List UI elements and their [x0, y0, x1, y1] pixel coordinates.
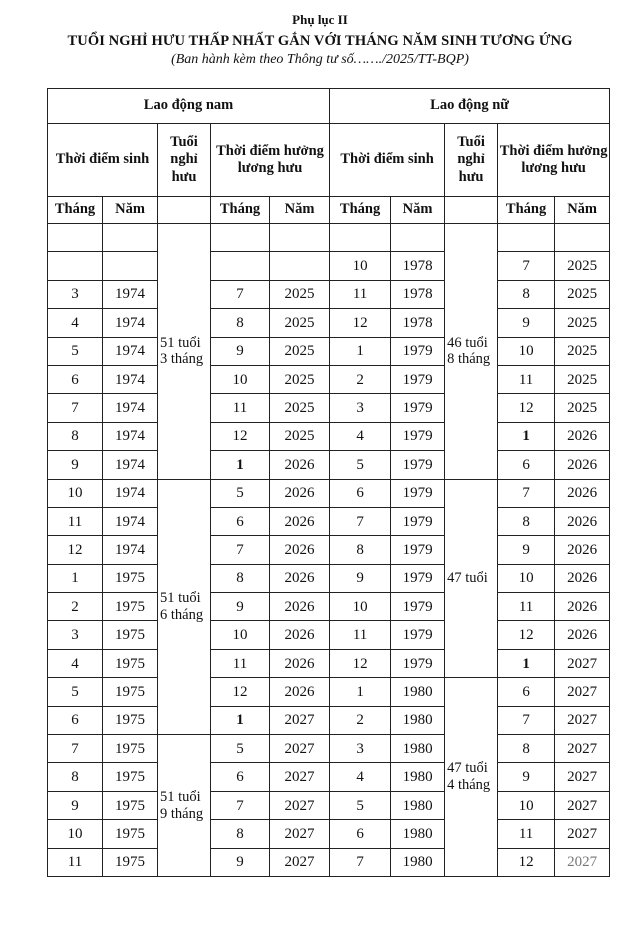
- female-birth-year-cell: 1979: [391, 564, 445, 592]
- male-birth-year-cell: 1975: [103, 848, 158, 876]
- male-birth-month-cell: 5: [48, 678, 103, 706]
- female-birth-year-cell: 1980: [391, 763, 445, 791]
- female-birth-month-cell: 4: [330, 763, 391, 791]
- male-birth-month-cell: 3: [48, 621, 103, 649]
- male-pension-month-cell: 11: [211, 649, 270, 677]
- female-pension-year-cell: 2025: [555, 337, 610, 365]
- female-pension-month-cell: [498, 224, 555, 252]
- female-pension-month-cell: 8: [498, 507, 555, 535]
- table-row: [48, 507, 610, 535]
- appendix-label: Phụ lục II: [292, 12, 348, 27]
- female-pension-year-cell: 2027: [555, 735, 610, 763]
- female-birth-month-cell: 12: [330, 309, 391, 337]
- table-row: [48, 224, 610, 252]
- female-birth-year-cell: 1979: [391, 536, 445, 564]
- male-birth-year-cell: 1974: [103, 479, 158, 507]
- female-birth-month-cell: 1: [330, 678, 391, 706]
- female-birth-month-cell: 7: [330, 507, 391, 535]
- table-row: [48, 479, 610, 507]
- female-retire-age-cell: 47 tuổi 4 tháng: [445, 678, 498, 877]
- male-pension-month-cell: 6: [211, 507, 270, 535]
- male-birth-month-header: Tháng: [48, 197, 103, 224]
- male-pension-year-cell: 2027: [270, 706, 330, 734]
- male-birth-month-cell: 6: [48, 706, 103, 734]
- table-row: [48, 848, 610, 876]
- female-pension-year-cell: 2027: [555, 763, 610, 791]
- female-pension-year-cell: 2025: [555, 309, 610, 337]
- male-birth-year-cell: 1975: [103, 706, 158, 734]
- female-birth-year-cell: 1979: [391, 593, 445, 621]
- male-pension-year-cell: 2026: [270, 593, 330, 621]
- female-birth-month-cell: 3: [330, 394, 391, 422]
- table-row: [48, 394, 610, 422]
- male-birth-year-cell: 1975: [103, 791, 158, 819]
- male-birth-month-cell: 8: [48, 763, 103, 791]
- female-pension-time-header: Thời điểm hưởng lương hưu: [498, 124, 610, 197]
- male-pension-month-cell: 8: [211, 564, 270, 592]
- female-birth-year-cell: 1978: [391, 280, 445, 308]
- female-birth-month-cell: 8: [330, 536, 391, 564]
- table-row: [48, 365, 610, 393]
- male-pension-month-cell: 10: [211, 621, 270, 649]
- female-birth-year-cell: 1979: [391, 507, 445, 535]
- female-birth-year-cell: 1979: [391, 649, 445, 677]
- male-birth-month-cell: 3: [48, 280, 103, 308]
- female-birth-month-cell: 5: [330, 791, 391, 819]
- male-pension-month-cell: 1: [211, 706, 270, 734]
- female-pension-year-cell: 2026: [555, 451, 610, 479]
- female-birth-year-cell: 1978: [391, 252, 445, 280]
- male-pension-year-cell: 2027: [270, 820, 330, 848]
- table-row: [48, 564, 610, 592]
- female-pension-month-cell: 12: [498, 621, 555, 649]
- female-pension-month-cell: 1: [498, 649, 555, 677]
- male-pension-time-header: Thời điểm hưởng lương hưu: [211, 124, 330, 197]
- female-retire-age-cell: 47 tuổi: [445, 479, 498, 678]
- male-birth-year-cell: 1975: [103, 621, 158, 649]
- male-pension-month-cell: [211, 252, 270, 280]
- table-row: [48, 706, 610, 734]
- male-birth-year-cell: 1975: [103, 735, 158, 763]
- female-pension-month-cell: 10: [498, 791, 555, 819]
- male-pension-year-cell: 2026: [270, 479, 330, 507]
- female-pension-month-cell: 9: [498, 309, 555, 337]
- male-birth-month-cell: [48, 252, 103, 280]
- female-pension-month-cell: 10: [498, 337, 555, 365]
- female-pension-month-cell: 11: [498, 593, 555, 621]
- female-pension-year-cell: 2026: [555, 593, 610, 621]
- female-pension-month-cell: 7: [498, 706, 555, 734]
- male-birth-year-cell: [103, 252, 158, 280]
- male-birth-month-cell: 2: [48, 593, 103, 621]
- female-pension-month-cell: 12: [498, 848, 555, 876]
- male-pension-year-cell: 2025: [270, 280, 330, 308]
- female-retire-age-header: Tuổi nghỉ hưu: [445, 124, 498, 197]
- female-birth-month-header: Tháng: [330, 197, 391, 224]
- male-pension-year-cell: 2026: [270, 621, 330, 649]
- male-pension-month-cell: 8: [211, 820, 270, 848]
- female-pension-year-cell: 2027: [555, 649, 610, 677]
- table-row: [48, 451, 610, 479]
- female-pension-month-cell: 11: [498, 365, 555, 393]
- table-row: [48, 678, 610, 706]
- female-pension-year-cell: 2025: [555, 394, 610, 422]
- female-pension-month-cell: 1: [498, 422, 555, 450]
- female-pension-year-cell: 2026: [555, 507, 610, 535]
- male-birth-year-cell: 1974: [103, 394, 158, 422]
- male-pension-month-cell: 1: [211, 451, 270, 479]
- male-birth-month-cell: 9: [48, 451, 103, 479]
- female-pension-year-cell: 2026: [555, 536, 610, 564]
- table-row: [48, 649, 610, 677]
- male-birth-year-cell: 1975: [103, 820, 158, 848]
- male-pension-year-cell: 2026: [270, 564, 330, 592]
- male-pension-year-cell: 2027: [270, 848, 330, 876]
- female-pension-year-cell: 2025: [555, 365, 610, 393]
- female-pension-year-cell: 2027: [555, 820, 610, 848]
- male-birth-month-cell: 6: [48, 365, 103, 393]
- female-birth-year-cell: 1980: [391, 848, 445, 876]
- male-pension-year-cell: [270, 224, 330, 252]
- female-birth-year-cell: 1978: [391, 309, 445, 337]
- male-retire-age-cell: 51 tuổi 6 tháng: [158, 479, 211, 735]
- female-pension-month-cell: 8: [498, 280, 555, 308]
- female-pension-month-cell: 7: [498, 252, 555, 280]
- male-birth-month-cell: 8: [48, 422, 103, 450]
- male-pension-month-cell: 12: [211, 422, 270, 450]
- male-pension-month-cell: 7: [211, 791, 270, 819]
- male-pension-year-cell: 2026: [270, 678, 330, 706]
- female-birth-year-cell: 1979: [391, 365, 445, 393]
- male-pension-month-cell: 9: [211, 337, 270, 365]
- table-row: [48, 763, 610, 791]
- female-birth-year-cell: 1980: [391, 706, 445, 734]
- male-birth-month-cell: 7: [48, 735, 103, 763]
- female-birth-month-cell: 5: [330, 451, 391, 479]
- male-pension-month-header: Tháng: [211, 197, 270, 224]
- male-pension-month-cell: 10: [211, 365, 270, 393]
- male-birth-month-cell: 9: [48, 791, 103, 819]
- male-pension-month-cell: 7: [211, 280, 270, 308]
- female-birth-month-cell: 7: [330, 848, 391, 876]
- female-birth-year-cell: 1980: [391, 678, 445, 706]
- male-birth-month-cell: 10: [48, 820, 103, 848]
- male-birth-year-cell: 1975: [103, 649, 158, 677]
- male-birth-month-cell: [48, 224, 103, 252]
- male-retire-age-cell: 51 tuổi 3 tháng: [158, 224, 211, 480]
- table-row: [48, 820, 610, 848]
- male-pension-year-cell: 2025: [270, 394, 330, 422]
- male-pension-year-cell: 2026: [270, 649, 330, 677]
- male-birth-month-cell: 12: [48, 536, 103, 564]
- male-birth-year-cell: 1975: [103, 593, 158, 621]
- male-pension-year-cell: 2025: [270, 309, 330, 337]
- male-pension-year-cell: 2025: [270, 422, 330, 450]
- female-pension-month-cell: 11: [498, 820, 555, 848]
- female-birth-year-cell: 1979: [391, 394, 445, 422]
- female-pension-year-cell: [555, 224, 610, 252]
- male-pension-month-cell: 9: [211, 848, 270, 876]
- male-pension-year-cell: 2027: [270, 763, 330, 791]
- male-pension-year-cell: [270, 252, 330, 280]
- male-retire-age-cell: 51 tuổi 9 tháng: [158, 735, 211, 877]
- female-group-header: Lao động nữ: [330, 89, 610, 124]
- female-birth-month-cell: 12: [330, 649, 391, 677]
- table-body: [48, 224, 610, 877]
- male-group-header: Lao động nam: [48, 89, 330, 124]
- male-birth-month-cell: 11: [48, 848, 103, 876]
- female-pension-year-cell: 2026: [555, 564, 610, 592]
- male-birth-time-header: Thời điểm sinh: [48, 124, 158, 197]
- male-birth-month-cell: 10: [48, 479, 103, 507]
- male-pension-year-cell: 2025: [270, 337, 330, 365]
- table-row: [48, 593, 610, 621]
- male-birth-month-cell: 4: [48, 309, 103, 337]
- male-pension-month-cell: 8: [211, 309, 270, 337]
- male-pension-year-cell: 2026: [270, 507, 330, 535]
- female-pension-month-header: Tháng: [498, 197, 555, 224]
- female-birth-year-cell: 1979: [391, 479, 445, 507]
- male-birth-year-cell: 1974: [103, 280, 158, 308]
- male-birth-month-cell: 7: [48, 394, 103, 422]
- male-pension-month-cell: 6: [211, 763, 270, 791]
- female-birth-month-cell: 11: [330, 280, 391, 308]
- female-age-subheader: [445, 197, 498, 224]
- female-birth-month-cell: 10: [330, 252, 391, 280]
- male-birth-year-cell: 1975: [103, 564, 158, 592]
- female-pension-year-header: Năm: [555, 197, 610, 224]
- female-pension-month-cell: 6: [498, 451, 555, 479]
- male-birth-year-cell: 1974: [103, 451, 158, 479]
- female-pension-year-cell: 2027: [555, 706, 610, 734]
- female-birth-month-cell: 3: [330, 735, 391, 763]
- female-pension-month-cell: 9: [498, 763, 555, 791]
- female-pension-month-cell: 8: [498, 735, 555, 763]
- female-pension-month-cell: 9: [498, 536, 555, 564]
- female-birth-month-cell: 10: [330, 593, 391, 621]
- male-birth-month-cell: 1: [48, 564, 103, 592]
- male-retire-age-header: Tuổi nghỉ hưu: [158, 124, 211, 197]
- female-pension-month-cell: 7: [498, 479, 555, 507]
- male-birth-year-header: Năm: [103, 197, 158, 224]
- female-birth-year-cell: 1979: [391, 422, 445, 450]
- male-pension-month-cell: 5: [211, 735, 270, 763]
- male-pension-year-cell: 2025: [270, 365, 330, 393]
- table-row: [48, 536, 610, 564]
- male-pension-year-cell: 2027: [270, 791, 330, 819]
- male-birth-year-cell: 1974: [103, 365, 158, 393]
- female-pension-year-cell: 2025: [555, 280, 610, 308]
- female-birth-year-cell: 1980: [391, 820, 445, 848]
- male-pension-year-header: Năm: [270, 197, 330, 224]
- male-pension-month-cell: 9: [211, 593, 270, 621]
- female-pension-year-cell: 2026: [555, 422, 610, 450]
- female-birth-year-header: Năm: [391, 197, 445, 224]
- male-birth-month-cell: 5: [48, 337, 103, 365]
- table-row: [48, 252, 610, 280]
- male-age-subheader: [158, 197, 211, 224]
- female-pension-month-cell: 10: [498, 564, 555, 592]
- retirement-age-table: [47, 88, 610, 877]
- female-pension-year-cell: 2027: [555, 848, 610, 876]
- female-birth-month-cell: [330, 224, 391, 252]
- table-row: [48, 280, 610, 308]
- table-row: [48, 309, 610, 337]
- female-pension-year-cell: 2027: [555, 678, 610, 706]
- female-birth-month-cell: 11: [330, 621, 391, 649]
- male-birth-year-cell: 1974: [103, 309, 158, 337]
- male-pension-year-cell: 2027: [270, 735, 330, 763]
- male-birth-year-cell: 1975: [103, 678, 158, 706]
- table-row: [48, 735, 610, 763]
- male-pension-month-cell: 11: [211, 394, 270, 422]
- male-pension-month-cell: [211, 224, 270, 252]
- table-row: [48, 337, 610, 365]
- male-pension-month-cell: 12: [211, 678, 270, 706]
- female-birth-month-cell: 4: [330, 422, 391, 450]
- table-row: [48, 621, 610, 649]
- male-birth-year-cell: 1974: [103, 507, 158, 535]
- male-pension-year-cell: 2026: [270, 536, 330, 564]
- female-birth-month-cell: 9: [330, 564, 391, 592]
- female-pension-year-cell: 2026: [555, 621, 610, 649]
- male-birth-year-cell: 1975: [103, 763, 158, 791]
- table-row: [48, 791, 610, 819]
- male-birth-year-cell: [103, 224, 158, 252]
- male-pension-month-cell: 5: [211, 479, 270, 507]
- male-birth-year-cell: 1974: [103, 422, 158, 450]
- female-birth-year-cell: 1979: [391, 621, 445, 649]
- female-birth-month-cell: 6: [330, 479, 391, 507]
- female-pension-month-cell: 6: [498, 678, 555, 706]
- document-title: TUỔI NGHỈ HƯU THẤP NHẤT GẮN VỚI THÁNG NĂM SINH TƯƠNG ỨNG: [67, 33, 573, 49]
- female-pension-month-cell: 12: [498, 394, 555, 422]
- male-birth-month-cell: 4: [48, 649, 103, 677]
- female-pension-year-cell: 2026: [555, 479, 610, 507]
- male-birth-year-cell: 1974: [103, 536, 158, 564]
- female-birth-month-cell: 1: [330, 337, 391, 365]
- female-birth-month-cell: 2: [330, 365, 391, 393]
- female-birth-time-header: Thời điểm sinh: [330, 124, 445, 197]
- male-pension-year-cell: 2026: [270, 451, 330, 479]
- female-birth-year-cell: 1980: [391, 735, 445, 763]
- male-pension-month-cell: 7: [211, 536, 270, 564]
- female-birth-year-cell: 1980: [391, 791, 445, 819]
- male-birth-month-cell: 11: [48, 507, 103, 535]
- table-row: [48, 422, 610, 450]
- female-retire-age-cell: 46 tuổi 8 tháng: [445, 224, 498, 480]
- female-pension-year-cell: 2027: [555, 791, 610, 819]
- document-subtitle: (Ban hành kèm theo Thông tư số……./2025/TT-BQP): [171, 52, 469, 67]
- female-birth-month-cell: 6: [330, 820, 391, 848]
- female-birth-year-cell: 1979: [391, 337, 445, 365]
- female-birth-month-cell: 2: [330, 706, 391, 734]
- female-birth-year-cell: 1979: [391, 451, 445, 479]
- female-birth-year-cell: [391, 224, 445, 252]
- female-pension-year-cell: 2025: [555, 252, 610, 280]
- male-birth-year-cell: 1974: [103, 337, 158, 365]
